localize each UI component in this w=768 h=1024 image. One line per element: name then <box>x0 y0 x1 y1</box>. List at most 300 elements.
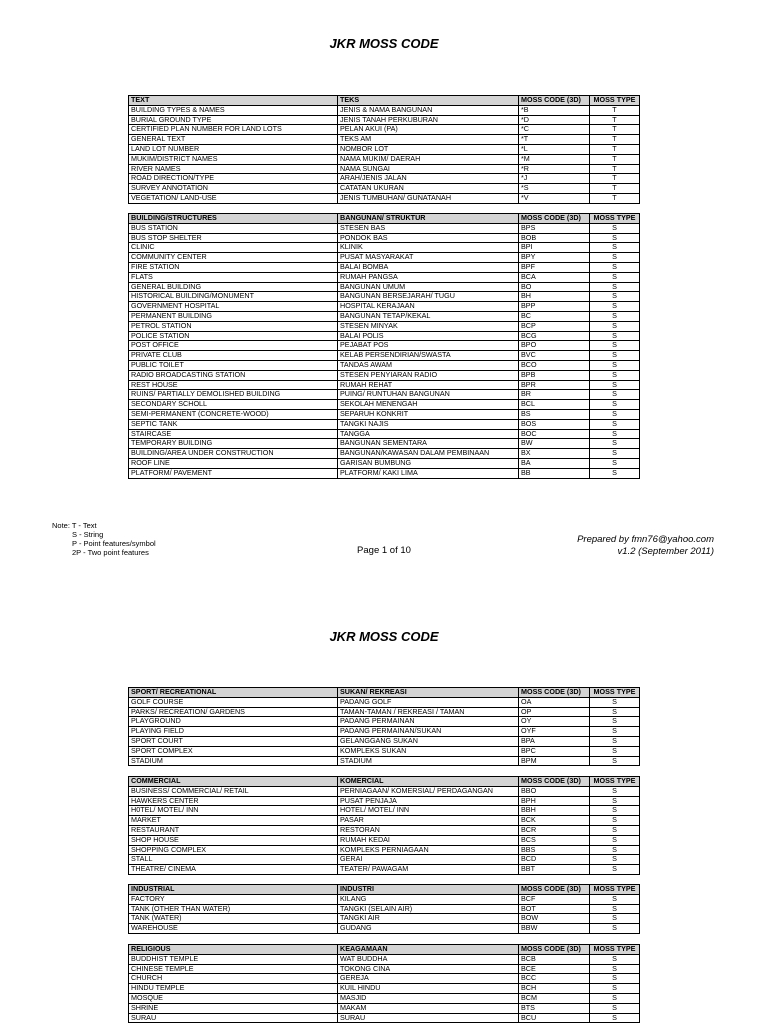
cell-moss-code: BOS <box>519 419 590 429</box>
cell-moss-code: BPF <box>519 262 590 272</box>
cell-name-ms: BANGUNAN UMUM <box>338 282 519 292</box>
cell-name-en: VEGETATION/ LAND-USE <box>129 193 338 203</box>
cell-moss-type: S <box>590 727 640 737</box>
header-moss-code: MOSS CODE (3D) <box>519 96 590 106</box>
cell-name-ms: HOSPITAL KERAJAAN <box>338 302 519 312</box>
cell-moss-type: T <box>590 193 640 203</box>
table-row <box>129 380 640 390</box>
cell-moss-code: BC <box>519 311 590 321</box>
cell-name-en: PRIVATE CLUB <box>129 351 338 361</box>
note-line: S - String <box>72 530 104 539</box>
cell-moss-code: BBH <box>519 806 590 816</box>
cell-name-en: STAIRCASE <box>129 429 338 439</box>
header-name-en: INDUSTRIAL <box>129 885 338 895</box>
cell-name-ms: GARISAN BUMBUNG <box>338 458 519 468</box>
cell-moss-type: S <box>590 302 640 312</box>
table-row <box>129 806 640 816</box>
table-header-row <box>129 96 640 106</box>
table-row <box>129 756 640 766</box>
header-name-ms: KOMERCIAL <box>338 777 519 787</box>
cell-moss-type: S <box>590 835 640 845</box>
cell-name-en: BUILDING TYPES & NAMES <box>129 105 338 115</box>
cell-name-ms: RUMAH KEDAI <box>338 835 519 845</box>
cell-moss-type: S <box>590 331 640 341</box>
cell-moss-type: S <box>590 707 640 717</box>
cell-moss-code: BCA <box>519 272 590 282</box>
cell-moss-type: S <box>590 746 640 756</box>
table-row <box>129 311 640 321</box>
cell-moss-type: S <box>590 855 640 865</box>
cell-name-en: SHOP HOUSE <box>129 835 338 845</box>
cell-moss-type: S <box>590 468 640 478</box>
cell-name-ms: BANGUNAN BERSEJARAH/ TUGU <box>338 292 519 302</box>
cell-name-ms: GEREJA <box>338 974 519 984</box>
cell-name-ms: CATATAN UKURAN <box>338 184 519 194</box>
cell-name-ms: STESEN PENYIARAN RADIO <box>338 370 519 380</box>
cell-moss-type: S <box>590 756 640 766</box>
cell-moss-code: *S <box>519 184 590 194</box>
table-row <box>129 409 640 419</box>
cell-moss-code: BCS <box>519 835 590 845</box>
cell-name-ms: TANGKI (SELAIN AIR) <box>338 904 519 914</box>
cell-moss-type: S <box>590 458 640 468</box>
cell-name-ms: TAMAN-TAMAN / REKREASI / TAMAN <box>338 707 519 717</box>
cell-name-en: SURAU <box>129 1013 338 1023</box>
cell-name-ms: PUSAT MASYARAKAT <box>338 253 519 263</box>
header-name-ms: TEKS <box>338 96 519 106</box>
cell-moss-type: S <box>590 419 640 429</box>
cell-name-en: MUKIM/DISTRICT NAMES <box>129 154 338 164</box>
cell-name-en: PARKS/ RECREATION/ GARDENS <box>129 707 338 717</box>
cell-name-ms: WAT BUDDHA <box>338 954 519 964</box>
cell-name-en: BUILDING/AREA UNDER CONSTRUCTION <box>129 449 338 459</box>
cell-moss-code: BPI <box>519 243 590 253</box>
cell-moss-code: BVC <box>519 351 590 361</box>
cell-moss-type: S <box>590 272 640 282</box>
cell-name-en: BUS STOP SHELTER <box>129 233 338 243</box>
cell-moss-type: S <box>590 786 640 796</box>
cell-name-en: CHINESE TEMPLE <box>129 964 338 974</box>
cell-moss-code: BO <box>519 282 590 292</box>
cell-moss-type: S <box>590 845 640 855</box>
cell-moss-type: S <box>590 282 640 292</box>
cell-moss-type: S <box>590 321 640 331</box>
cell-name-ms: NAMA SUNGAI <box>338 164 519 174</box>
cell-moss-code: OYF <box>519 727 590 737</box>
cell-moss-type: S <box>590 262 640 272</box>
table-row <box>129 796 640 806</box>
table-row <box>129 193 640 203</box>
cell-moss-type: S <box>590 243 640 253</box>
table-row <box>129 262 640 272</box>
cell-name-en: PLAYGROUND <box>129 717 338 727</box>
cell-name-en: LAND LOT NUMBER <box>129 144 338 154</box>
cell-name-en: BUS STATION <box>129 223 338 233</box>
table-row <box>129 360 640 370</box>
cell-name-ms: TOKONG CINA <box>338 964 519 974</box>
table-row <box>129 894 640 904</box>
cell-name-en: SHOPPING COMPLEX <box>129 845 338 855</box>
table-row <box>129 697 640 707</box>
note-line: P - Point features/symbol <box>72 539 156 548</box>
cell-moss-code: BCF <box>519 894 590 904</box>
cell-moss-code: BBW <box>519 924 590 934</box>
header-name-ms: BANGUNAN/ STRUKTUR <box>338 214 519 224</box>
moss-code-table <box>128 944 640 1023</box>
cell-name-en: POLICE STATION <box>129 331 338 341</box>
cell-moss-code: BCR <box>519 825 590 835</box>
table-row <box>129 321 640 331</box>
table-row <box>129 974 640 984</box>
cell-name-ms: MASJID <box>338 993 519 1003</box>
header-name-en: RELIGIOUS <box>129 945 338 955</box>
cell-name-en: SEPTIC TANK <box>129 419 338 429</box>
cell-moss-type: S <box>590 894 640 904</box>
page-number: Page 1 of 10 <box>357 545 411 556</box>
cell-moss-type: S <box>590 351 640 361</box>
cell-moss-code: BR <box>519 390 590 400</box>
cell-name-en: CERTIFIED PLAN NUMBER FOR LAND LOTS <box>129 125 338 135</box>
header-moss-code: MOSS CODE (3D) <box>519 688 590 698</box>
cell-moss-type: T <box>590 184 640 194</box>
table-row <box>129 282 640 292</box>
cell-moss-type: T <box>590 144 640 154</box>
cell-name-en: PERMANENT BUILDING <box>129 311 338 321</box>
cell-name-en: SURVEY ANNOTATION <box>129 184 338 194</box>
table-row <box>129 727 640 737</box>
table-row <box>129 984 640 994</box>
cell-name-ms: ARAH/JENIS JALAN <box>338 174 519 184</box>
cell-name-ms: KOMPLEKS SUKAN <box>338 746 519 756</box>
table-row <box>129 439 640 449</box>
cell-moss-code: *R <box>519 164 590 174</box>
cell-name-ms: TANDAS AWAM <box>338 360 519 370</box>
cell-name-en: WAREHOUSE <box>129 924 338 934</box>
cell-name-en: PLATFORM/ PAVEMENT <box>129 468 338 478</box>
cell-name-ms: NAMA MUKIM/ DAERAH <box>338 154 519 164</box>
cell-name-ms: KLINIK <box>338 243 519 253</box>
cell-moss-type: S <box>590 380 640 390</box>
cell-name-en: SPORT COURT <box>129 736 338 746</box>
cell-moss-code: BPO <box>519 341 590 351</box>
header-moss-code: MOSS CODE (3D) <box>519 214 590 224</box>
cell-moss-code: BBS <box>519 845 590 855</box>
cell-moss-code: BCD <box>519 855 590 865</box>
header-name-ms: KEAGAMAAN <box>338 945 519 955</box>
moss-code-table <box>128 687 640 766</box>
cell-name-ms: PERNIAGAAN/ KOMERSIAL/ PERDAGANGAN <box>338 786 519 796</box>
cell-moss-type: S <box>590 697 640 707</box>
table-row <box>129 835 640 845</box>
cell-moss-code: BPC <box>519 746 590 756</box>
cell-moss-type: S <box>590 964 640 974</box>
cell-moss-code: BCE <box>519 964 590 974</box>
cell-moss-code: *J <box>519 174 590 184</box>
cell-name-en: RUINS/ PARTIALLY DEMOLISHED BUILDING <box>129 390 338 400</box>
cell-moss-code: BOC <box>519 429 590 439</box>
cell-moss-code: OA <box>519 697 590 707</box>
cell-name-en: STADIUM <box>129 756 338 766</box>
header-name-ms: INDUSTRI <box>338 885 519 895</box>
header-name-ms: SUKAN/ REKREASI <box>338 688 519 698</box>
table-row <box>129 458 640 468</box>
cell-name-en: PLAYING FIELD <box>129 727 338 737</box>
cell-moss-type: T <box>590 164 640 174</box>
moss-code-table <box>128 776 640 875</box>
cell-name-en: BUSINESS/ COMMERCIAL/ RETAIL <box>129 786 338 796</box>
cell-moss-code: BPM <box>519 756 590 766</box>
cell-name-ms: SEPARUH KONKRIT <box>338 409 519 419</box>
cell-name-ms: RUMAH PANGSA <box>338 272 519 282</box>
cell-name-ms: STESEN BAS <box>338 223 519 233</box>
cell-moss-code: BOT <box>519 904 590 914</box>
moss-code-table <box>128 95 640 204</box>
cell-name-ms: SURAU <box>338 1013 519 1023</box>
table-row <box>129 341 640 351</box>
cell-name-ms: GELANGGANG SUKAN <box>338 736 519 746</box>
table-row <box>129 125 640 135</box>
header-name-en: COMMERCIAL <box>129 777 338 787</box>
cell-moss-code: OY <box>519 717 590 727</box>
page-title: JKR MOSS CODE <box>329 36 439 51</box>
cell-name-en: GENERAL TEXT <box>129 135 338 145</box>
table-row <box>129 736 640 746</box>
cell-moss-type: S <box>590 233 640 243</box>
cell-moss-code: *B <box>519 105 590 115</box>
header-name-en: SPORT/ RECREATIONAL <box>129 688 338 698</box>
cell-moss-type: S <box>590 311 640 321</box>
cell-moss-type: S <box>590 924 640 934</box>
cell-name-en: SPORT COMPLEX <box>129 746 338 756</box>
cell-name-en: FIRE STATION <box>129 262 338 272</box>
header-name-en: TEXT <box>129 96 338 106</box>
cell-moss-code: BCK <box>519 816 590 826</box>
cell-name-en: BUDDHIST TEMPLE <box>129 954 338 964</box>
cell-name-ms: KUIL HINDU <box>338 984 519 994</box>
table-row <box>129 351 640 361</box>
table-header-row <box>129 214 640 224</box>
table-row <box>129 717 640 727</box>
table-row <box>129 419 640 429</box>
table-row <box>129 105 640 115</box>
table-row <box>129 816 640 826</box>
cell-name-ms: PADANG PERMAINAN <box>338 717 519 727</box>
cell-name-ms: BANGUNAN/KAWASAN DALAM PEMBINAAN <box>338 449 519 459</box>
cell-moss-code: BH <box>519 292 590 302</box>
table-row <box>129 164 640 174</box>
cell-moss-type: S <box>590 974 640 984</box>
cell-moss-type: S <box>590 439 640 449</box>
cell-name-ms: RUMAH REHAT <box>338 380 519 390</box>
table-row <box>129 253 640 263</box>
cell-moss-code: BB <box>519 468 590 478</box>
note-line: 2P - Two point features <box>72 548 149 557</box>
cell-moss-code: BTS <box>519 1003 590 1013</box>
cell-name-en: RADIO BROADCASTING STATION <box>129 370 338 380</box>
cell-moss-code: BPH <box>519 796 590 806</box>
cell-name-en: HINDU TEMPLE <box>129 984 338 994</box>
cell-moss-code: BX <box>519 449 590 459</box>
cell-name-ms: PADANG GOLF <box>338 697 519 707</box>
cell-moss-type: S <box>590 993 640 1003</box>
cell-moss-code: BCO <box>519 360 590 370</box>
cell-moss-code: BPY <box>519 253 590 263</box>
cell-name-ms: MAKAM <box>338 1003 519 1013</box>
cell-name-ms: KOMPLEKS PERNIAGAAN <box>338 845 519 855</box>
cell-name-ms: SEKOLAH MENENGAH <box>338 400 519 410</box>
cell-name-ms: TANGGA <box>338 429 519 439</box>
cell-moss-type: T <box>590 174 640 184</box>
cell-moss-type: S <box>590 1003 640 1013</box>
cell-name-ms: PUING/ RUNTUHAN BANGUNAN <box>338 390 519 400</box>
table-header-row <box>129 688 640 698</box>
cell-name-ms: STADIUM <box>338 756 519 766</box>
cell-name-en: MOSQUE <box>129 993 338 1003</box>
cell-moss-code: BPB <box>519 370 590 380</box>
cell-name-en: BURIAL GROUND TYPE <box>129 115 338 125</box>
cell-moss-type: T <box>590 125 640 135</box>
cell-name-ms: TEKS AM <box>338 135 519 145</box>
cell-name-ms: TEATER/ PAWAGAM <box>338 865 519 875</box>
cell-moss-code: *D <box>519 115 590 125</box>
cell-name-en: HAWKERS CENTER <box>129 796 338 806</box>
cell-name-en: GOLF COURSE <box>129 697 338 707</box>
cell-name-en: HISTORICAL BUILDING/MONUMENT <box>129 292 338 302</box>
table-header-row <box>129 777 640 787</box>
cell-name-ms: HOTEL/ MOTEL/ INN <box>338 806 519 816</box>
cell-moss-type: S <box>590 816 640 826</box>
moss-code-table <box>128 213 640 479</box>
page-title: JKR MOSS CODE <box>329 629 439 644</box>
cell-name-ms: JENIS & NAMA BANGUNAN <box>338 105 519 115</box>
table-header-row <box>129 885 640 895</box>
table-row <box>129 243 640 253</box>
cell-moss-type: S <box>590 984 640 994</box>
cell-moss-code: BCP <box>519 321 590 331</box>
cell-name-ms: PASAR <box>338 816 519 826</box>
table-row <box>129 174 640 184</box>
cell-moss-code: BCL <box>519 400 590 410</box>
cell-name-en: TANK (OTHER THAN WATER) <box>129 904 338 914</box>
cell-moss-code: *V <box>519 193 590 203</box>
version-label: v1.2 (September 2011) <box>617 546 714 557</box>
cell-moss-code: *T <box>519 135 590 145</box>
cell-name-en: H0TEL/ MOTEL/ INN <box>129 806 338 816</box>
cell-name-en: STALL <box>129 855 338 865</box>
cell-name-en: POST OFFICE <box>129 341 338 351</box>
cell-name-en: COMMUNITY CENTER <box>129 253 338 263</box>
table-row <box>129 855 640 865</box>
cell-moss-type: T <box>590 135 640 145</box>
cell-moss-type: S <box>590 341 640 351</box>
table-row <box>129 331 640 341</box>
table-row <box>129 292 640 302</box>
cell-name-ms: PUSAT PENJAJA <box>338 796 519 806</box>
cell-name-en: CHURCH <box>129 974 338 984</box>
cell-moss-type: S <box>590 223 640 233</box>
cell-moss-type: S <box>590 796 640 806</box>
cell-moss-type: T <box>590 115 640 125</box>
cell-name-ms: PLATFORM/ KAKI LIMA <box>338 468 519 478</box>
cell-moss-type: S <box>590 400 640 410</box>
cell-moss-code: BOW <box>519 914 590 924</box>
table-row <box>129 429 640 439</box>
cell-name-ms: NOMBOR LOT <box>338 144 519 154</box>
cell-name-ms: PONDOK BAS <box>338 233 519 243</box>
cell-name-en: CLINIC <box>129 243 338 253</box>
cell-moss-type: S <box>590 717 640 727</box>
cell-moss-code: *C <box>519 125 590 135</box>
cell-name-ms: JENIS TANAH PERKUBURAN <box>338 115 519 125</box>
table-row <box>129 845 640 855</box>
cell-moss-type: S <box>590 904 640 914</box>
prepared-by-email: Prepared by fmn76@yahoo.com <box>577 534 714 545</box>
cell-moss-type: T <box>590 154 640 164</box>
cell-moss-code: *L <box>519 144 590 154</box>
cell-moss-code: BS <box>519 409 590 419</box>
cell-name-ms: PELAN AKUI (PA) <box>338 125 519 135</box>
table-row <box>129 825 640 835</box>
cell-moss-type: S <box>590 954 640 964</box>
header-moss-type: MOSS TYPE <box>590 688 640 698</box>
cell-name-en: ROAD DIRECTION/TYPE <box>129 174 338 184</box>
note-line: Note: T - Text <box>52 521 97 530</box>
cell-moss-type: S <box>590 865 640 875</box>
cell-moss-code: BPS <box>519 223 590 233</box>
cell-moss-code: BPR <box>519 380 590 390</box>
header-moss-type: MOSS TYPE <box>590 885 640 895</box>
cell-name-ms: BANGUNAN TETAP/KEKAL <box>338 311 519 321</box>
cell-moss-type: S <box>590 1013 640 1023</box>
table-row <box>129 914 640 924</box>
table-row <box>129 302 640 312</box>
table-row <box>129 1013 640 1023</box>
cell-name-en: SEMI-PERMANENT (CONCRETE-WOOD) <box>129 409 338 419</box>
table-row <box>129 993 640 1003</box>
header-moss-type: MOSS TYPE <box>590 777 640 787</box>
cell-moss-type: S <box>590 370 640 380</box>
cell-moss-code: BCB <box>519 954 590 964</box>
cell-moss-type: S <box>590 736 640 746</box>
cell-moss-code: BA <box>519 458 590 468</box>
cell-name-ms: BALAI POLIS <box>338 331 519 341</box>
cell-moss-type: S <box>590 806 640 816</box>
cell-name-ms: STESEN MINYAK <box>338 321 519 331</box>
cell-name-ms: KELAB PERSENDIRIAN/SWASTA <box>338 351 519 361</box>
cell-name-ms: BALAI BOMBA <box>338 262 519 272</box>
cell-name-ms: GERAI <box>338 855 519 865</box>
table-header-row <box>129 945 640 955</box>
table-row <box>129 144 640 154</box>
cell-moss-type: S <box>590 449 640 459</box>
cell-name-ms: RESTORAN <box>338 825 519 835</box>
cell-moss-type: S <box>590 825 640 835</box>
cell-name-en: SECONDARY SCHOLL <box>129 400 338 410</box>
table-row <box>129 223 640 233</box>
table-row <box>129 184 640 194</box>
cell-name-en: GOVERNMENT HOSPITAL <box>129 302 338 312</box>
table-row <box>129 400 640 410</box>
table-row <box>129 370 640 380</box>
cell-name-ms: TANGKI NAJIS <box>338 419 519 429</box>
cell-moss-code: BCH <box>519 984 590 994</box>
table-row <box>129 786 640 796</box>
cell-name-ms: BANGUNAN SEMENTARA <box>338 439 519 449</box>
cell-moss-code: BCG <box>519 331 590 341</box>
cell-name-en: FACTORY <box>129 894 338 904</box>
cell-moss-type: S <box>590 360 640 370</box>
cell-moss-code: BW <box>519 439 590 449</box>
